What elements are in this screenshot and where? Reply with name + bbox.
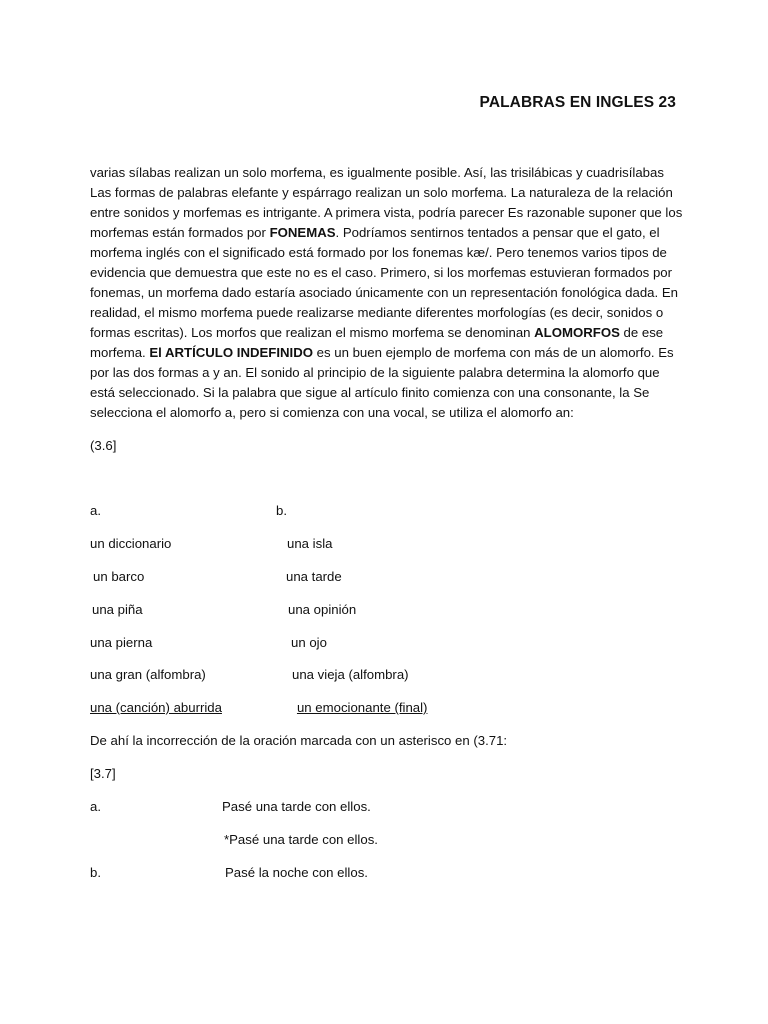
example-36-row-1-a: un diccionario — [90, 536, 172, 551]
example-36-row-3-a: una piña — [92, 602, 143, 617]
example-36-row-4-a: una pierna — [90, 635, 153, 650]
page-header-title: PALABRAS EN INGLES 23 — [479, 94, 676, 111]
paragraph-text — [90, 163, 684, 423]
conclusion-sentence: De ahí la incorrección de la oración marcada con un asterisco en (3.71: — [90, 733, 508, 748]
term-articulo-indefinido: El ARTÍCULO INDEFINIDO — [149, 345, 313, 360]
main-paragraph — [90, 163, 684, 423]
example-36-col-b-header: b. — [276, 503, 287, 518]
paragraph-part-3: de ese morfema. — [90, 325, 664, 360]
example-37-label: [3.7] — [90, 766, 116, 781]
example-36-row-6 — [90, 699, 428, 717]
example-36-row-3-b: una opinión — [288, 602, 357, 617]
paragraph-part-4: es un buen ejemplo de morfema con más de un alomorfo. Es por las dos formas a y an. El sonido al principio de la siguiente palabra determina la alomorfo que está seleccionado. Si la palabra que sigue al artículo finito comienza con una consonante, la Se selecciona el alomorfo a, pero si comienza con una vocal, se utiliza el alomorfo an: — [90, 345, 674, 420]
example-36-row-2-b: una tarde — [286, 569, 342, 584]
example-37-b-line-1: Pasé la noche con ellos. — [225, 865, 368, 880]
example-36-col-a-header: a. — [90, 503, 101, 518]
example-36-row-6-a: una (canción) aburrida — [90, 700, 222, 715]
example-36-row-4-b: un ojo — [291, 635, 327, 650]
paragraph-part-1: varias sílabas realizan un solo morfema, es igualmente posible. Así, las trisilábicas y cuadrisílabas Las formas de palabras elefante y espárrago realizan un solo morfema. La naturaleza de la relación entre sonidos y morfemas es intrigante. A primera vista, podría parecer Es razonable suponer que los morfemas están formados por — [90, 165, 683, 240]
example-36-row-1-b: una isla — [287, 536, 333, 551]
example-36-label: (3.6] — [90, 438, 117, 453]
example-37-a-line-2: *Pasé una tarde con ellos. — [224, 832, 378, 847]
paragraph-part-2: . Podríamos sentirnos tentados a pensar que el gato, el morfema inglés con el significado está formado por los fonemas kæ/. Pero tenemos varios tipos de evidencia que demuestra que este no es el caso. Primero, si los morfemas estuvieran formados por fonemas, un morfema dado estaría asociado únicamente con un representación fonológica dada. En realidad, el mismo morfema puede realizarse mediante diferentes morfologías (es decir, sonidos o formas escritas). Los morfos que realizan el mismo morfema se denominan — [90, 225, 678, 340]
example-36-row-2-a: un barco — [93, 569, 145, 584]
example-36-row-6-b: un emocionante (final) — [296, 700, 428, 715]
example-37-a-line-1: Pasé una tarde con ellos. — [222, 799, 371, 814]
example-36-row-5-b: una vieja (alfombra) — [292, 667, 409, 682]
example-37-a-label: a. — [90, 799, 101, 814]
example-36-row-5-a: una gran (alfombra) — [90, 667, 206, 682]
term-alomorfos: ALOMORFOS — [534, 325, 620, 340]
term-fonemas: FONEMAS — [269, 225, 336, 240]
example-37-b-label: b. — [90, 865, 101, 880]
